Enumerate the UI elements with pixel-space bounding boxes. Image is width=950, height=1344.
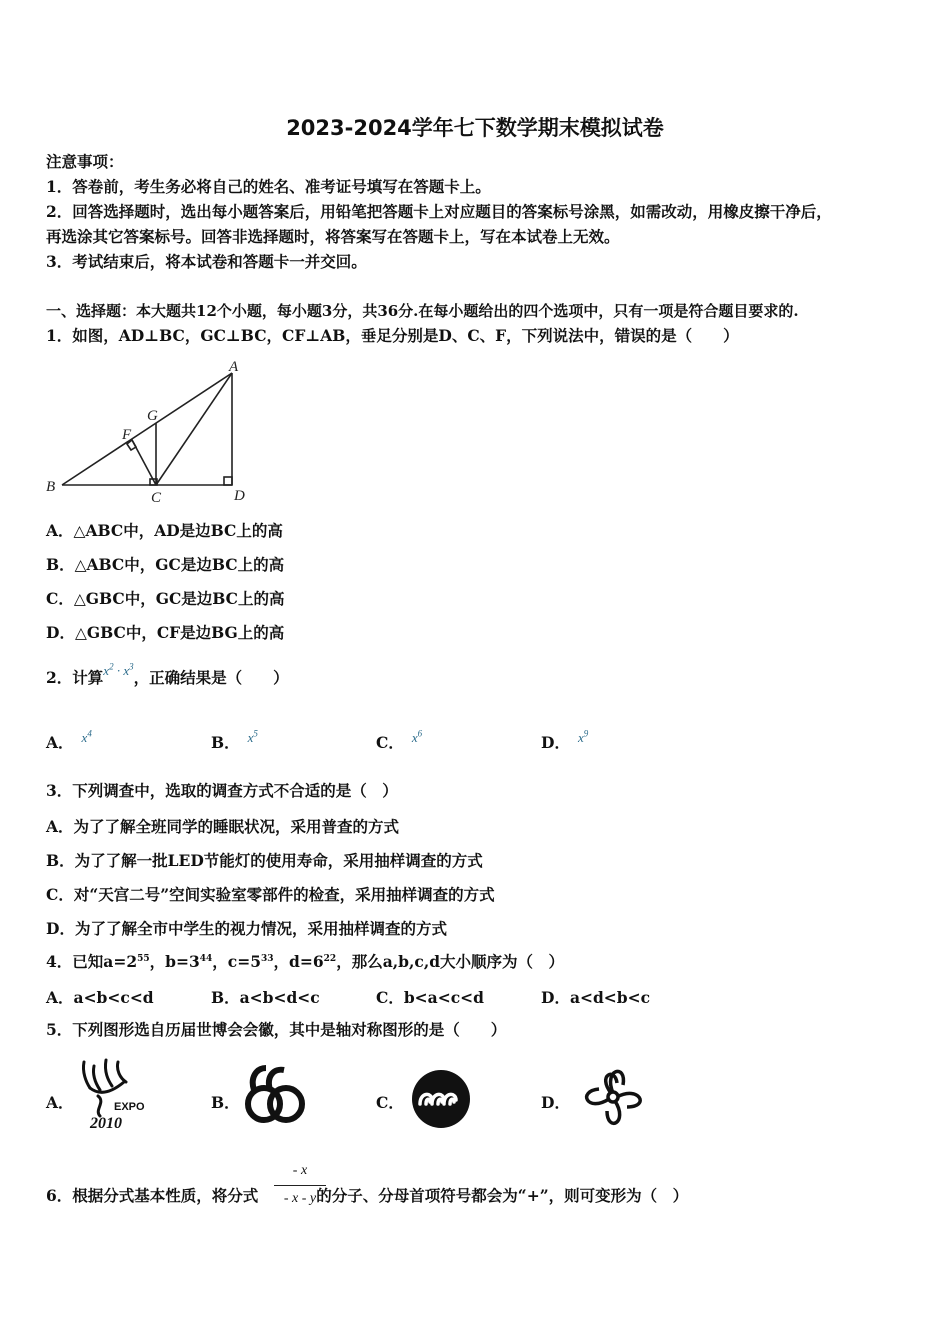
option-d: D． $^{x^9}$ [541, 728, 589, 752]
label-a: A [229, 359, 239, 375]
expression: x2 · x3 [103, 661, 134, 678]
option-a-label: A． [46, 1093, 74, 1112]
label-b: B [46, 479, 56, 495]
option-b: B．a<b<d<c [211, 988, 320, 1007]
option-d: D．为了了解全市中学生的视力情况，采用抽样调查的方式 [46, 919, 447, 938]
section-heading: 一、选择题：本大题共12个小题，每小题3分，共36分.在每小题给出的四个选项中，只有一项是符合题目要求的. [46, 302, 799, 320]
stem-text: 2．计算 [46, 668, 104, 687]
option-a: A． $^{x^4}$ [46, 728, 92, 752]
triangle-figure [40, 355, 260, 505]
fraction-bar [274, 1185, 326, 1186]
waves-logo [410, 1068, 472, 1130]
stem-text: ，正确结果是（ ） [133, 668, 289, 687]
option-a: A．为了了解全班同学的睡眠状况，采用普查的方式 [46, 817, 400, 836]
notice-item: 1．答卷前，考生务必将自己的姓名、准考证号填写在答题卡上。 [46, 177, 491, 196]
notice-item: 2．回答选择题时，选出每小题答案后，用铅笔把答题卡上对应题目的答案标号涂黑，如需改动，用橡皮擦干净后， [46, 202, 832, 221]
option-b: B． $^{x^5}$ [211, 728, 258, 752]
question-3-stem: 3．下列调查中，选取的调查方式不合适的是（ ） [46, 781, 398, 800]
option-a: A．a<b<c<d [46, 988, 154, 1007]
fraction-denominator: - x - y [283, 1191, 317, 1206]
label-c: C [151, 490, 162, 505]
notice-heading: 注意事项： [46, 152, 124, 171]
rings-logo [240, 1060, 310, 1130]
question-6-stem: 6．根据分式基本性质，将分式 的分子、分母首项符号都会为“+”，则可变形为（ ） [46, 1186, 689, 1205]
expo-2010-logo [76, 1052, 156, 1132]
question-4-stem: 4．已知$a=2^{55}$，$b=3^{44}$，$c=5^{33}$，$d=6^{22}$，那么a,b,c,d大小顺序为（ ） [46, 952, 565, 971]
fraction-numerator: - x [292, 1163, 308, 1178]
option-b: B．为了了解一批LED节能灯的使用寿命，采用抽样调查的方式 [46, 851, 483, 870]
flower-logo [572, 1060, 654, 1134]
option-b: B．△ABC中，GC是边BC上的高 [46, 555, 285, 574]
question-5-stem: 5．下列图形选自历届世博会会徽，其中是轴对称图形的是（ ） [46, 1020, 507, 1039]
notice-item: 3．考试结束后，将本试卷和答题卡一并交回。 [46, 252, 367, 271]
option-c: C．△GBC中，GC是边BC上的高 [46, 589, 285, 608]
question-2-stem [46, 661, 289, 689]
option-b-label: B． [211, 1093, 240, 1112]
question-1-stem: 1．如图，AD⊥BC，GC⊥BC，CF⊥AB，垂足分别是D、C、F，下列说法中，错误的是（ ） [46, 326, 739, 345]
option-c: C．对“天宫二号”空间实验室零部件的检查，采用抽样调查的方式 [46, 885, 495, 904]
option-d: D．a<d<b<c [541, 988, 651, 1007]
notice-item: 再选涂其它答案标号。回答非选择题时，将答案写在答题卡上，写在本试卷上无效。 [46, 227, 620, 246]
option-c: C．b<a<c<d [376, 988, 484, 1007]
option-c: C． $^{x^6}$ [376, 728, 423, 752]
right-angle-d [224, 477, 232, 485]
label-f: F [122, 427, 132, 443]
page-title: 2023-2024学年七下数学期末模拟试卷 [286, 116, 664, 140]
option-d-label: D． [541, 1093, 570, 1112]
segment-ca [156, 373, 232, 485]
option-c-label: C． [376, 1093, 404, 1112]
expo-text: EXPO [114, 1101, 145, 1113]
option-a: A．△ABC中，AD是边BC上的高 [46, 521, 283, 540]
label-d: D [234, 488, 245, 504]
label-g: G [147, 408, 158, 424]
expo-year: 2010 [90, 1115, 122, 1132]
option-d: D．△GBC中，CF是边BG上的高 [46, 623, 285, 642]
